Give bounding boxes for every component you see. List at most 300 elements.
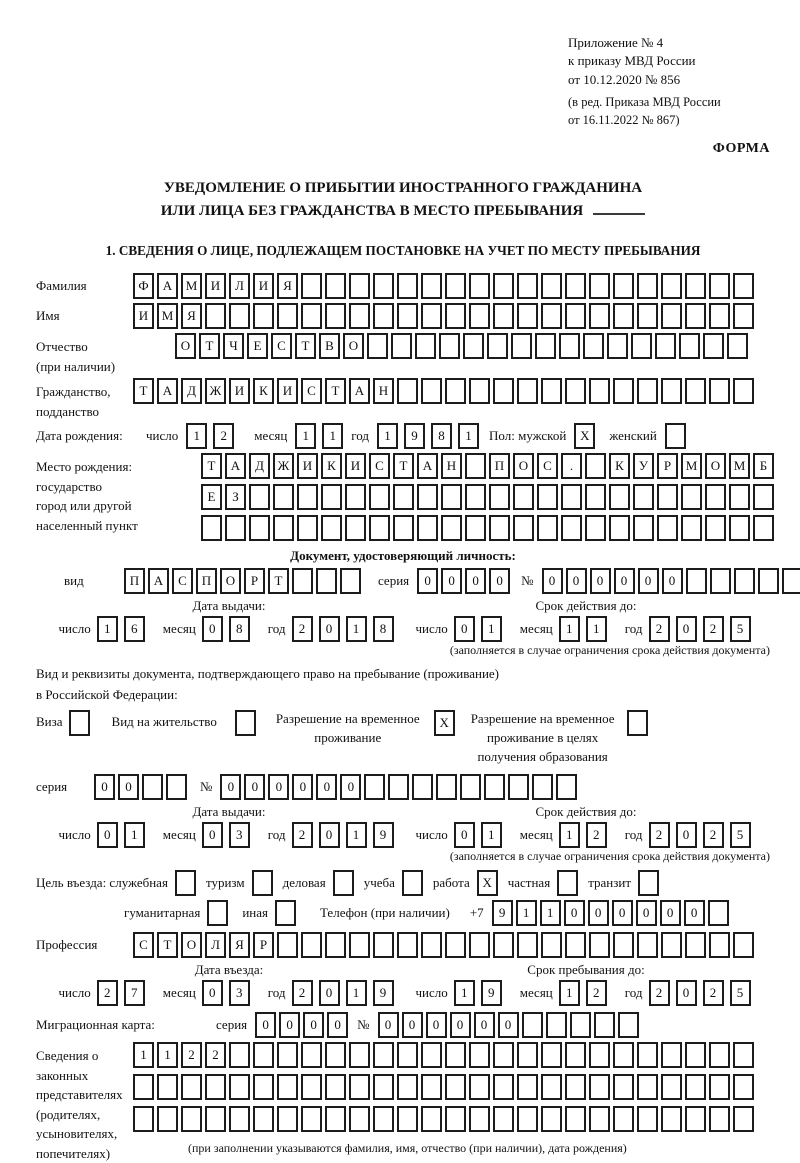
char-box[interactable] [710, 568, 731, 594]
char-box[interactable] [513, 515, 534, 541]
char-box[interactable] [729, 484, 750, 510]
char-box[interactable] [412, 774, 433, 800]
char-box[interactable] [484, 774, 505, 800]
char-box[interactable]: 1 [322, 423, 343, 449]
char-box[interactable]: 3 [229, 822, 250, 848]
char-box[interactable] [633, 515, 654, 541]
char-box[interactable]: Д [249, 453, 270, 479]
char-box[interactable] [758, 568, 779, 594]
char-box[interactable] [349, 932, 370, 958]
residence-permit-checkbox[interactable] [235, 710, 256, 736]
char-box[interactable]: 2 [292, 822, 313, 848]
char-box[interactable] [445, 932, 466, 958]
char-box[interactable]: 0 [268, 774, 289, 800]
char-box[interactable] [607, 333, 628, 359]
char-box[interactable] [421, 1106, 442, 1132]
char-box[interactable] [181, 1074, 202, 1100]
char-box[interactable] [709, 932, 730, 958]
char-box[interactable]: 1 [481, 822, 502, 848]
char-box[interactable] [469, 1074, 490, 1100]
char-box[interactable]: И [297, 453, 318, 479]
char-box[interactable]: 5 [730, 822, 751, 848]
char-box[interactable] [321, 515, 342, 541]
char-box[interactable] [589, 932, 610, 958]
char-box[interactable] [469, 932, 490, 958]
char-box[interactable]: Т [325, 378, 346, 404]
char-box[interactable]: 0 [612, 900, 633, 926]
char-box[interactable]: М [181, 273, 202, 299]
char-box[interactable] [157, 1106, 178, 1132]
char-box[interactable]: А [417, 453, 438, 479]
char-box[interactable]: 1 [133, 1042, 154, 1068]
char-box[interactable]: 2 [205, 1042, 226, 1068]
char-box[interactable] [345, 484, 366, 510]
char-box[interactable] [325, 303, 346, 329]
char-box[interactable]: Ч [223, 333, 244, 359]
char-box[interactable] [589, 1106, 610, 1132]
char-box[interactable]: 1 [540, 900, 561, 926]
char-box[interactable] [637, 378, 658, 404]
char-box[interactable] [709, 378, 730, 404]
char-box[interactable]: С [369, 453, 390, 479]
char-box[interactable] [325, 932, 346, 958]
char-box[interactable]: Т [157, 932, 178, 958]
char-box[interactable]: 0 [676, 980, 697, 1006]
purpose-tourism-checkbox[interactable] [252, 870, 273, 896]
char-box[interactable] [709, 303, 730, 329]
char-box[interactable] [565, 1074, 586, 1100]
char-box[interactable] [686, 568, 707, 594]
char-box[interactable] [517, 932, 538, 958]
char-box[interactable]: О [705, 453, 726, 479]
char-box[interactable] [397, 303, 418, 329]
char-box[interactable]: 1 [481, 616, 502, 642]
char-box[interactable]: Л [205, 932, 226, 958]
char-box[interactable]: О [181, 932, 202, 958]
char-box[interactable]: И [133, 303, 154, 329]
char-box[interactable] [705, 484, 726, 510]
char-box[interactable] [559, 333, 580, 359]
char-box[interactable] [546, 1012, 567, 1038]
char-box[interactable] [679, 333, 700, 359]
char-box[interactable]: 0 [316, 774, 337, 800]
char-box[interactable] [445, 1074, 466, 1100]
char-box[interactable]: 9 [373, 822, 394, 848]
purpose-other-checkbox[interactable] [275, 900, 296, 926]
char-box[interactable]: Л [229, 273, 250, 299]
char-box[interactable]: И [205, 273, 226, 299]
char-box[interactable] [277, 303, 298, 329]
char-box[interactable]: 0 [220, 774, 241, 800]
char-box[interactable] [681, 515, 702, 541]
char-box[interactable]: А [157, 378, 178, 404]
char-box[interactable]: Т [201, 453, 222, 479]
char-box[interactable]: 1 [559, 822, 580, 848]
char-box[interactable] [301, 1042, 322, 1068]
char-box[interactable] [532, 774, 553, 800]
char-box[interactable] [487, 333, 508, 359]
char-box[interactable] [655, 333, 676, 359]
char-box[interactable] [349, 273, 370, 299]
char-box[interactable]: 2 [649, 822, 670, 848]
char-box[interactable]: Т [295, 333, 316, 359]
char-box[interactable]: 8 [229, 616, 250, 642]
char-box[interactable]: Н [441, 453, 462, 479]
char-box[interactable] [537, 484, 558, 510]
char-box[interactable] [565, 932, 586, 958]
char-box[interactable] [417, 515, 438, 541]
purpose-private-checkbox[interactable] [557, 870, 578, 896]
char-box[interactable] [613, 378, 634, 404]
char-box[interactable] [436, 774, 457, 800]
char-box[interactable] [445, 378, 466, 404]
char-box[interactable] [535, 333, 556, 359]
sex-female-checkbox[interactable] [665, 423, 686, 449]
char-box[interactable] [685, 1106, 706, 1132]
char-box[interactable]: Ж [273, 453, 294, 479]
char-box[interactable] [609, 484, 630, 510]
char-box[interactable] [463, 333, 484, 359]
char-box[interactable] [570, 1012, 591, 1038]
char-box[interactable] [493, 1042, 514, 1068]
char-box[interactable] [541, 303, 562, 329]
char-box[interactable] [301, 273, 322, 299]
char-box[interactable]: Е [247, 333, 268, 359]
char-box[interactable]: 2 [292, 980, 313, 1006]
char-box[interactable] [565, 303, 586, 329]
char-box[interactable] [556, 774, 577, 800]
char-box[interactable] [541, 1042, 562, 1068]
char-box[interactable] [465, 515, 486, 541]
char-box[interactable] [637, 1042, 658, 1068]
char-box[interactable]: В [319, 333, 340, 359]
char-box[interactable]: 0 [588, 900, 609, 926]
char-box[interactable] [661, 378, 682, 404]
char-box[interactable] [421, 378, 442, 404]
char-box[interactable] [445, 303, 466, 329]
char-box[interactable]: 2 [703, 980, 724, 1006]
char-box[interactable]: 0 [202, 616, 223, 642]
char-box[interactable]: Т [199, 333, 220, 359]
char-box[interactable] [133, 1106, 154, 1132]
char-box[interactable]: 0 [564, 900, 585, 926]
char-box[interactable] [517, 1042, 538, 1068]
char-box[interactable] [316, 568, 337, 594]
char-box[interactable] [709, 1042, 730, 1068]
char-box[interactable] [301, 932, 322, 958]
char-box[interactable]: 0 [202, 980, 223, 1006]
char-box[interactable]: 0 [319, 980, 340, 1006]
char-box[interactable] [565, 1106, 586, 1132]
char-box[interactable]: 2 [213, 423, 234, 449]
char-box[interactable] [229, 1042, 250, 1068]
char-box[interactable]: 9 [492, 900, 513, 926]
char-box[interactable] [349, 1042, 370, 1068]
char-box[interactable] [733, 273, 754, 299]
char-box[interactable] [229, 1074, 250, 1100]
char-box[interactable] [709, 1074, 730, 1100]
char-box[interactable] [508, 774, 529, 800]
char-box[interactable] [637, 1106, 658, 1132]
char-box[interactable]: Р [253, 932, 274, 958]
char-box[interactable] [367, 333, 388, 359]
char-box[interactable]: К [609, 453, 630, 479]
char-box[interactable] [465, 453, 486, 479]
char-box[interactable] [709, 1106, 730, 1132]
char-box[interactable]: 1 [346, 616, 367, 642]
char-box[interactable] [633, 484, 654, 510]
char-box[interactable]: 0 [303, 1012, 324, 1038]
char-box[interactable] [657, 515, 678, 541]
char-box[interactable] [594, 1012, 615, 1038]
char-box[interactable] [421, 932, 442, 958]
char-box[interactable]: 1 [295, 423, 316, 449]
char-box[interactable] [397, 1074, 418, 1100]
char-box[interactable] [421, 1042, 442, 1068]
char-box[interactable] [391, 333, 412, 359]
char-box[interactable] [292, 568, 313, 594]
char-box[interactable]: Ж [205, 378, 226, 404]
char-box[interactable] [733, 932, 754, 958]
char-box[interactable]: 0 [676, 616, 697, 642]
char-box[interactable]: Ф [133, 273, 154, 299]
char-box[interactable]: С [537, 453, 558, 479]
char-box[interactable] [373, 1074, 394, 1100]
char-box[interactable]: 0 [450, 1012, 471, 1038]
char-box[interactable] [493, 378, 514, 404]
char-box[interactable]: 0 [378, 1012, 399, 1038]
char-box[interactable] [415, 333, 436, 359]
char-box[interactable]: 2 [649, 616, 670, 642]
char-box[interactable]: 0 [489, 568, 510, 594]
char-box[interactable]: 2 [703, 822, 724, 848]
char-box[interactable] [541, 1074, 562, 1100]
char-box[interactable]: 2 [703, 616, 724, 642]
char-box[interactable] [493, 273, 514, 299]
char-box[interactable]: П [196, 568, 217, 594]
char-box[interactable]: А [225, 453, 246, 479]
char-box[interactable]: 0 [662, 568, 683, 594]
char-box[interactable] [253, 1106, 274, 1132]
char-box[interactable] [613, 273, 634, 299]
char-box[interactable]: 0 [676, 822, 697, 848]
char-box[interactable]: 8 [373, 616, 394, 642]
char-box[interactable] [637, 1074, 658, 1100]
char-box[interactable] [441, 515, 462, 541]
char-box[interactable] [297, 484, 318, 510]
char-box[interactable] [733, 378, 754, 404]
char-box[interactable] [273, 515, 294, 541]
char-box[interactable]: О [343, 333, 364, 359]
char-box[interactable] [277, 1074, 298, 1100]
char-box[interactable]: 0 [498, 1012, 519, 1038]
char-box[interactable] [417, 484, 438, 510]
char-box[interactable]: А [349, 378, 370, 404]
char-box[interactable]: М [729, 453, 750, 479]
char-box[interactable] [517, 378, 538, 404]
char-box[interactable]: Т [133, 378, 154, 404]
char-box[interactable] [685, 378, 706, 404]
char-box[interactable]: 0 [97, 822, 118, 848]
char-box[interactable] [493, 932, 514, 958]
char-box[interactable] [583, 333, 604, 359]
char-box[interactable] [421, 1074, 442, 1100]
char-box[interactable]: 0 [292, 774, 313, 800]
char-box[interactable]: 0 [454, 822, 475, 848]
char-box[interactable]: 7 [124, 980, 145, 1006]
char-box[interactable]: И [277, 378, 298, 404]
char-box[interactable] [201, 515, 222, 541]
char-box[interactable] [657, 484, 678, 510]
visa-checkbox[interactable] [69, 710, 90, 736]
char-box[interactable]: К [321, 453, 342, 479]
char-box[interactable]: Я [181, 303, 202, 329]
char-box[interactable] [369, 515, 390, 541]
char-box[interactable] [421, 273, 442, 299]
char-box[interactable] [325, 273, 346, 299]
char-box[interactable]: 1 [559, 616, 580, 642]
temp-residence-edu-checkbox[interactable] [627, 710, 648, 736]
char-box[interactable]: 6 [124, 616, 145, 642]
char-box[interactable]: С [271, 333, 292, 359]
char-box[interactable]: У [633, 453, 654, 479]
char-box[interactable] [609, 515, 630, 541]
char-box[interactable] [369, 484, 390, 510]
char-box[interactable] [565, 1042, 586, 1068]
char-box[interactable]: 0 [340, 774, 361, 800]
char-box[interactable] [388, 774, 409, 800]
char-box[interactable]: 0 [684, 900, 705, 926]
char-box[interactable]: К [253, 378, 274, 404]
char-box[interactable]: 1 [377, 423, 398, 449]
char-box[interactable] [589, 273, 610, 299]
char-box[interactable] [493, 303, 514, 329]
char-box[interactable] [297, 515, 318, 541]
char-box[interactable]: П [489, 453, 510, 479]
char-box[interactable] [631, 333, 652, 359]
char-box[interactable]: Н [373, 378, 394, 404]
char-box[interactable] [157, 1074, 178, 1100]
char-box[interactable]: 1 [559, 980, 580, 1006]
char-box[interactable]: М [681, 453, 702, 479]
temp-residence-checkbox[interactable]: X [434, 710, 455, 736]
char-box[interactable] [229, 303, 250, 329]
char-box[interactable] [301, 303, 322, 329]
char-box[interactable] [469, 273, 490, 299]
char-box[interactable] [325, 1042, 346, 1068]
char-box[interactable]: 0 [660, 900, 681, 926]
char-box[interactable] [705, 515, 726, 541]
char-box[interactable] [541, 1106, 562, 1132]
char-box[interactable] [397, 273, 418, 299]
char-box[interactable] [661, 1042, 682, 1068]
char-box[interactable] [393, 484, 414, 510]
char-box[interactable] [469, 1106, 490, 1132]
char-box[interactable]: 0 [454, 616, 475, 642]
char-box[interactable] [445, 1106, 466, 1132]
char-box[interactable]: 0 [94, 774, 115, 800]
char-box[interactable]: 2 [586, 822, 607, 848]
char-box[interactable] [561, 484, 582, 510]
char-box[interactable]: 0 [319, 616, 340, 642]
char-box[interactable] [349, 303, 370, 329]
char-box[interactable] [517, 1074, 538, 1100]
char-box[interactable] [681, 484, 702, 510]
char-box[interactable]: С [133, 932, 154, 958]
char-box[interactable] [753, 515, 774, 541]
char-box[interactable] [685, 303, 706, 329]
char-box[interactable]: 0 [202, 822, 223, 848]
char-box[interactable]: Д [181, 378, 202, 404]
char-box[interactable] [277, 932, 298, 958]
char-box[interactable]: Т [393, 453, 414, 479]
char-box[interactable]: 9 [404, 423, 425, 449]
purpose-official-checkbox[interactable] [175, 870, 196, 896]
char-box[interactable] [465, 484, 486, 510]
char-box[interactable]: 1 [454, 980, 475, 1006]
char-box[interactable] [613, 932, 634, 958]
char-box[interactable]: 1 [346, 980, 367, 1006]
char-box[interactable] [517, 273, 538, 299]
char-box[interactable]: 0 [614, 568, 635, 594]
char-box[interactable]: Р [244, 568, 265, 594]
char-box[interactable] [613, 303, 634, 329]
char-box[interactable]: . [561, 453, 582, 479]
char-box[interactable] [277, 1042, 298, 1068]
char-box[interactable]: Е [201, 484, 222, 510]
char-box[interactable] [703, 333, 724, 359]
char-box[interactable]: Я [229, 932, 250, 958]
char-box[interactable] [445, 1042, 466, 1068]
char-box[interactable]: 5 [730, 980, 751, 1006]
char-box[interactable]: 0 [474, 1012, 495, 1038]
char-box[interactable] [373, 1106, 394, 1132]
char-box[interactable] [637, 932, 658, 958]
char-box[interactable]: 0 [542, 568, 563, 594]
char-box[interactable]: 9 [481, 980, 502, 1006]
char-box[interactable] [565, 273, 586, 299]
char-box[interactable]: 0 [319, 822, 340, 848]
char-box[interactable]: 1 [586, 616, 607, 642]
char-box[interactable]: О [513, 453, 534, 479]
purpose-transit-checkbox[interactable] [638, 870, 659, 896]
char-box[interactable]: 0 [638, 568, 659, 594]
char-box[interactable]: П [124, 568, 145, 594]
char-box[interactable] [225, 515, 246, 541]
char-box[interactable]: Т [268, 568, 289, 594]
char-box[interactable] [301, 1074, 322, 1100]
char-box[interactable]: 2 [97, 980, 118, 1006]
char-box[interactable]: 0 [118, 774, 139, 800]
char-box[interactable]: И [345, 453, 366, 479]
char-box[interactable] [460, 774, 481, 800]
char-box[interactable] [565, 378, 586, 404]
char-box[interactable] [541, 273, 562, 299]
char-box[interactable] [249, 515, 270, 541]
char-box[interactable]: О [220, 568, 241, 594]
char-box[interactable]: Я [277, 273, 298, 299]
char-box[interactable] [541, 378, 562, 404]
char-box[interactable]: О [175, 333, 196, 359]
char-box[interactable]: 9 [373, 980, 394, 1006]
char-box[interactable] [273, 484, 294, 510]
char-box[interactable]: 0 [255, 1012, 276, 1038]
char-box[interactable]: 0 [244, 774, 265, 800]
char-box[interactable] [618, 1012, 639, 1038]
char-box[interactable] [585, 453, 606, 479]
char-box[interactable]: С [172, 568, 193, 594]
char-box[interactable] [661, 932, 682, 958]
